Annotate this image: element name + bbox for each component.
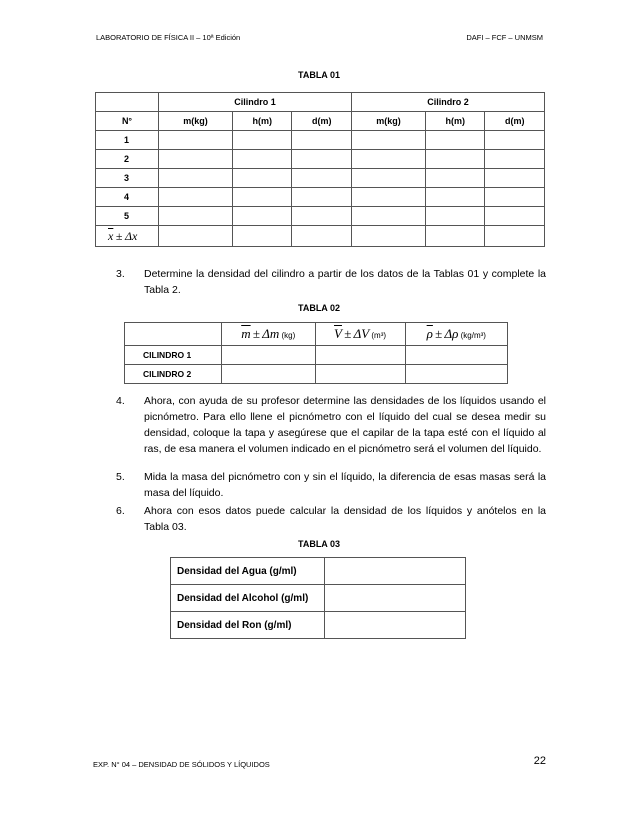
row-label: Densidad del Agua (g/ml) [171,558,325,585]
table-row [171,585,466,612]
mean-label [96,226,159,247]
table3-title: TABLA 03 [297,539,340,549]
table-row [96,131,545,150]
table-row [96,169,545,188]
step-text: Ahora, con ayuda de su profesor determine las densidades de los líquidos usando el picnómetro. Para ello llene el picnómetro con el líquido del cual se desea medir su densidad, coloque la tapa y asegúrese que el capilar de la tapa esté con el líquido al ras, de esa manera el volumen indicado en el picnómetro será el volumen del líquido. [144,395,546,455]
table-row-mean [96,226,545,247]
header-right: DAFI – FCF – UNMSM [466,33,543,42]
group-header-cilindro-2: Cilindro 2 [351,93,544,112]
table-03 [170,557,466,639]
row-number: 3 [96,169,159,188]
delta-x-symbol: Δx [124,228,138,243]
table1-title: TABLA 01 [297,70,340,80]
step-3 [116,266,546,298]
row-number: 1 [96,131,159,150]
column-header-volume: $\overline{V} \pm \Delta V$ (m³) [315,323,405,346]
table-01 [95,92,545,247]
table-row [171,558,466,585]
table-row [96,188,545,207]
step-number: 5. [116,471,125,483]
step-number: 6. [116,505,125,517]
row-label: CILINDRO 2 [125,365,222,384]
table-cell [125,323,222,346]
step-number: 4. [116,395,125,407]
row-label: Densidad del Ron (g/ml) [171,612,325,639]
column-header: d(m) [485,112,545,131]
table-row [96,150,545,169]
table2-title: TABLA 02 [297,303,340,313]
step-text: Ahora con esos datos puede calcular la densidad de los líquidos y anótelos en la Tabla 03. [144,505,546,533]
group-header-cilindro-1: Cilindro 1 [159,93,352,112]
table-header-row [125,323,508,346]
table-row [125,365,508,384]
column-header: d(m) [292,112,351,131]
table-cell [96,93,159,112]
table-row [96,207,545,226]
column-header: m(kg) [351,112,425,131]
step-5 [116,469,546,501]
step-text: Determine la densidad del cilindro a partir de los datos de la Tablas 01 y complete la Tabla 2. [144,268,546,296]
step-4 [116,393,546,457]
footer-left: EXP. N° 04 – DENSIDAD DE SÓLIDOS Y LÍQUIDOS [93,760,270,769]
column-header: h(m) [233,112,292,131]
column-header: N° [96,112,159,131]
step-number: 3. [116,268,125,280]
column-header-density: $\overline{\rho} \pm \Delta\rho$ (kg/m³) [405,323,507,346]
row-label: CILINDRO 1 [125,346,222,365]
plus-minus-symbol: ± [115,228,123,243]
table-02 [124,322,508,384]
table-header-row [96,112,545,131]
header-left: LABORATORIO DE FÍSICA II – 10ª Edición [96,33,241,42]
column-header: h(m) [425,112,484,131]
row-number: 4 [96,188,159,207]
row-label: Densidad del Alcohol (g/ml) [171,585,325,612]
mean-x-symbol: $\overline{x}$ [108,228,114,243]
table-row [96,93,545,112]
column-header: m(kg) [159,112,233,131]
step-text: Mida la masa del picnómetro con y sin el líquido, la diferencia de esas masas será la masa del líquido. [144,471,546,499]
page-number: 22 [533,755,546,767]
row-number: 2 [96,150,159,169]
column-header-mass: $\overline{m} \pm \Delta m$ (kg) [222,323,316,346]
step-6 [116,503,546,535]
row-number: 5 [96,207,159,226]
table-row [125,346,508,365]
table-row [171,612,466,639]
